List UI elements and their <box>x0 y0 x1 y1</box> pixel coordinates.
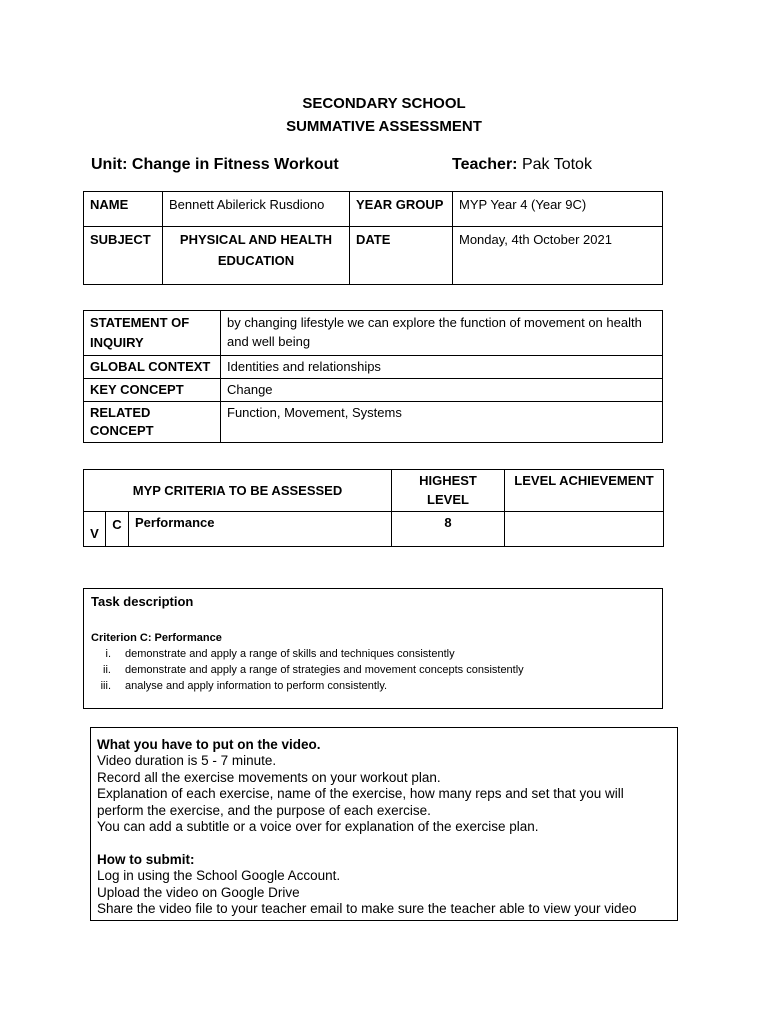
year-group-value: MYP Year 4 (Year 9C) <box>453 192 663 227</box>
criterion-letter: C <box>106 512 129 547</box>
student-info-table <box>83 191 663 285</box>
task-description-heading: Task description <box>91 594 194 609</box>
teacher-label: Teacher: <box>452 156 518 173</box>
criterion-level-achievement <box>505 512 664 547</box>
criterion-name: Performance <box>129 512 392 547</box>
global-context-value: Identities and relationships <box>221 356 663 379</box>
video-line: Record all the exercise movements on your workout plan. <box>97 769 441 785</box>
spacer <box>97 835 671 851</box>
criteria-table <box>83 469 664 547</box>
key-concept-label: KEY CONCEPT <box>84 379 221 402</box>
name-value: Bennett Abilerick Rusdiono <box>163 192 350 227</box>
video-line: You can add a subtitle or a voice over for explanation of the exercise plan. <box>97 819 539 835</box>
submit-line: Upload the video on Google Drive <box>97 884 300 900</box>
statement-of-inquiry-value: by changing lifestyle we can explore the function of movement on health and well being <box>221 311 663 356</box>
video-line: Explanation of each exercise, name of the exercise, how many reps and set that you will perform the exercise, and the purpose of each exercise. <box>97 786 624 818</box>
criterion-list <box>91 646 655 694</box>
video-heading: What you have to put on the video. <box>97 737 321 752</box>
submit-heading: How to submit: <box>97 851 195 867</box>
inquiry-table <box>83 310 663 443</box>
global-context-label: GLOBAL CONTEXT <box>84 356 221 379</box>
criterion-item: i. demonstrate and apply a range of skills and techniques consistently <box>105 648 455 660</box>
video-line: Video duration is 5 - 7 minute. <box>97 753 277 769</box>
teacher-value: Pak Totok <box>521 156 592 173</box>
unit-value: Change in Fitness Workout <box>131 156 339 173</box>
criterion-heading: Criterion C: Performance <box>91 632 222 644</box>
unit-line <box>91 156 339 174</box>
date-label: DATE <box>350 227 453 285</box>
related-concept-label: RELATED CONCEPT <box>84 402 221 443</box>
name-label: NAME <box>84 192 163 227</box>
video-instructions-box <box>90 727 678 921</box>
related-concept-value: Function, Movement, Systems <box>221 402 663 443</box>
level-achievement-header: LEVEL ACHIEVEMENT <box>505 470 664 512</box>
submit-line: Log in using the School Google Account. <box>97 868 341 884</box>
date-value: Monday, 4th October 2021 <box>453 227 663 285</box>
criterion-item: iii. analyse and apply information to perform consistently. <box>100 680 388 692</box>
subject-value: PHYSICAL AND HEALTH EDUCATION <box>163 227 350 285</box>
highest-level-header: HIGHEST LEVEL <box>392 470 505 512</box>
submit-line: Share the video file to your teacher email to make sure the teacher able to view your video <box>97 901 637 917</box>
doc-title-line2: SUMMATIVE ASSESSMENT <box>286 118 482 135</box>
criterion-highest-level: 8 <box>392 512 505 547</box>
subject-label: SUBJECT <box>84 227 163 285</box>
statement-of-inquiry-label: STATEMENT OF INQUIRY <box>84 311 221 356</box>
criteria-header: MYP CRITERIA TO BE ASSESSED <box>84 470 392 512</box>
unit-label: Unit: <box>91 156 128 173</box>
task-description-box <box>83 588 663 709</box>
criterion-check-mark: V <box>84 512 106 547</box>
teacher-line <box>452 156 592 174</box>
key-concept-value: Change <box>221 379 663 402</box>
year-group-label: YEAR GROUP <box>350 192 453 227</box>
criterion-item: ii. demonstrate and apply a range of strategies and movement concepts consistently <box>103 664 524 676</box>
doc-title-line1: SECONDARY SCHOOL <box>302 95 466 112</box>
